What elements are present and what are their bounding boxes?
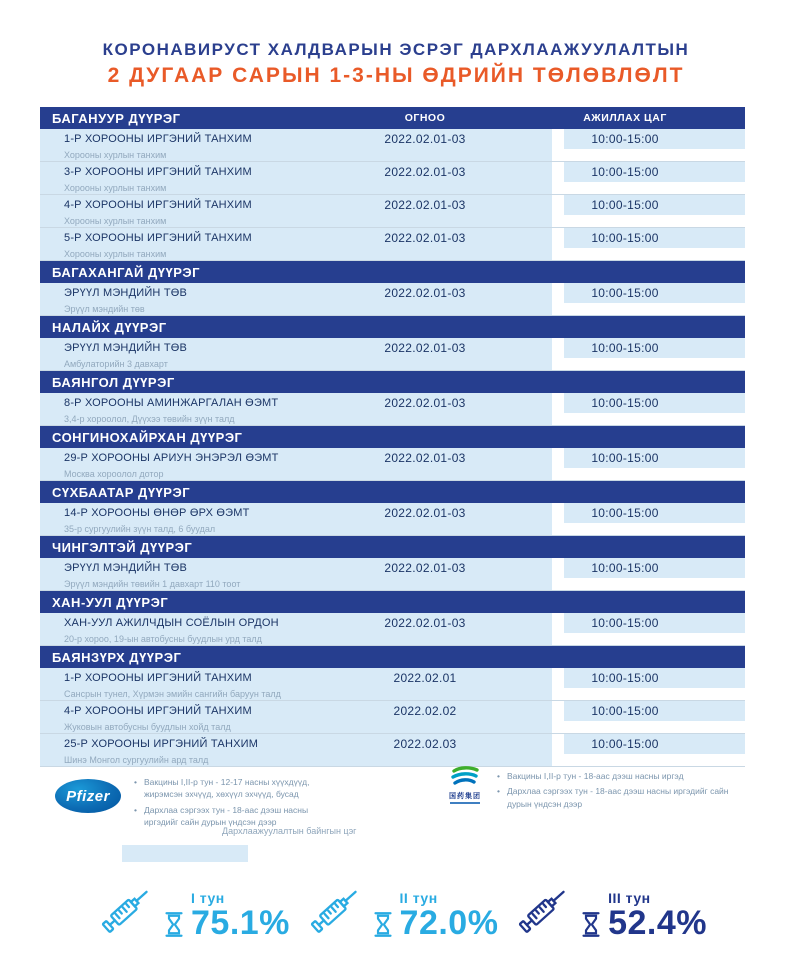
venue-location: Эрүүл мэндийн төв: [64, 304, 145, 314]
venue-time: 10:00-15:00: [591, 671, 659, 685]
venue-time: 10:00-15:00: [591, 561, 659, 575]
venue-time: 10:00-15:00: [591, 198, 659, 212]
pfizer-note: • Вакцины I,II-р тун - 12-17 насны хүүхдүүд, жирэмсэн эхчүүд, хөхүүл эхчүүд, бусад: [134, 776, 344, 801]
venue-name: 4-Р ХОРООНЫ ИРГЭНИЙ ТАНХИМ: [64, 705, 252, 717]
venue-date: 2022.02.02: [393, 704, 457, 718]
venue-name: ЭРҮҮЛ МЭНДИЙН ТӨВ: [64, 342, 188, 354]
dose-statistics: [95, 880, 707, 942]
pfizer-logo: [55, 779, 121, 813]
venue-date: 2022.02.01-03: [384, 396, 466, 410]
venue-row: [40, 195, 745, 228]
venue-row-sub: [40, 215, 745, 228]
venue-date: 2022.02.01-03: [384, 561, 466, 575]
district-section: [40, 261, 745, 316]
dose-percentage: 72.0%: [399, 904, 499, 943]
venue-row: [40, 283, 745, 316]
venue-row-sub: [40, 303, 745, 316]
venue-row-sub: [40, 468, 745, 481]
hourglass-icon: [164, 910, 184, 939]
venue-time: 10:00-15:00: [591, 616, 659, 630]
venue-name: ЭРҮҮЛ МЭНДИЙН ТӨВ: [64, 287, 188, 299]
column-header-date: ОГНОО: [404, 112, 446, 124]
dose-percentage: 52.4%: [608, 904, 707, 943]
venue-row: [40, 393, 745, 426]
venue-row-main: [40, 734, 745, 754]
venue-row: [40, 734, 745, 767]
venue-row-sub: [40, 413, 745, 426]
syringe-icon: [512, 880, 574, 942]
sinopharm-logo-text: 国药集团: [449, 793, 481, 800]
dose-label: III тун: [608, 890, 651, 907]
venue-row-sub: [40, 688, 745, 701]
venue-location: Эрүүл мэндийн төвийн 1 давхарт 110 тоот: [64, 579, 241, 589]
venue-row-main: [40, 701, 745, 721]
district-header-bar: [40, 481, 745, 503]
venue-row: [40, 162, 745, 195]
venue-row: [40, 338, 745, 371]
venue-row-main: [40, 162, 745, 182]
hourglass-icon: [581, 910, 601, 939]
venue-time: 10:00-15:00: [591, 506, 659, 520]
venue-row-main: [40, 558, 745, 578]
venue-row: [40, 228, 745, 261]
venue-date: 2022.02.01-03: [384, 165, 466, 179]
district-header-bar: [40, 536, 745, 558]
district-name: БАГАХАНГАЙ ДҮҮРЭГ: [52, 264, 201, 280]
venue-row: [40, 668, 745, 701]
venue-name: 29-Р ХОРООНЫ АРИУН ЭНЭРЭЛ ӨЭМТ: [64, 452, 279, 464]
venue-row-main: [40, 613, 745, 633]
venue-date: 2022.02.01-03: [384, 506, 466, 520]
venue-location: 35-р сургуулийн зүүн талд, 6 буудал: [64, 524, 216, 534]
venue-name: 14-Р ХОРООНЫ ӨНӨР ӨРХ ӨЭМТ: [64, 507, 250, 519]
venue-row-main: [40, 129, 745, 149]
sinopharm-note: • Вакцины I,II-р тун - 18-аас дээш насны иргэд: [497, 770, 752, 782]
district-header-bar: [40, 371, 745, 393]
venue-location: Москва хороолол дотор: [64, 469, 164, 479]
district-header-bar: [40, 107, 745, 129]
venue-date: 2022.02.01-03: [384, 286, 466, 300]
venue-row: [40, 558, 745, 591]
venue-row-main: [40, 338, 745, 358]
pfizer-note: • Дархлаа сэргээх тун - 18-аас дээш насны иргэдийг сайн дурын үндсэн дээр: [134, 804, 344, 829]
district-header-bar: [40, 316, 745, 338]
venue-row-main: [40, 283, 745, 303]
column-header-time: АЖИЛЛАХ ЦАГ: [583, 112, 667, 124]
district-name: БАЯНЗҮРХ ДҮҮРЭГ: [52, 649, 182, 665]
sinopharm-logo-underline: [450, 802, 480, 804]
dose-percentage: 75.1%: [191, 904, 290, 943]
hourglass-icon: [373, 910, 393, 939]
venue-time: 10:00-15:00: [591, 704, 659, 718]
venue-location: Амбулаторийн 3 давхарт: [64, 359, 168, 369]
venue-time: 10:00-15:00: [591, 286, 659, 300]
pfizer-logo-text: Pfizer: [66, 787, 110, 805]
venue-location: Хорооны хурлын танхим: [64, 249, 167, 259]
district-name: ХАН-УУЛ ДҮҮРЭГ: [52, 594, 169, 610]
legend-color-swatch: [122, 845, 248, 862]
venue-location: 3,4-р хороолол, Дүүхээ төвийн зүүн талд: [64, 414, 235, 424]
stat-dose-1: [95, 880, 290, 942]
district-section: [40, 481, 745, 536]
venue-name: ЭРҮҮЛ МЭНДИЙН ТӨВ: [64, 562, 188, 574]
venue-name: 8-Р ХОРООНЫ АМИНЖАРГАЛАН ӨЭМТ: [64, 397, 279, 409]
venue-row: [40, 503, 745, 536]
district-section: [40, 371, 745, 426]
venue-row-sub: [40, 754, 745, 767]
venue-time: 10:00-15:00: [591, 737, 659, 751]
venue-row-main: [40, 393, 745, 413]
venue-time: 10:00-15:00: [591, 451, 659, 465]
venue-row-sub: [40, 358, 745, 371]
venue-row-main: [40, 228, 745, 248]
venue-name: 1-Р ХОРООНЫ ИРГЭНИЙ ТАНХИМ: [64, 133, 252, 145]
venue-name: ХАН-УУЛ АЖИЛЧДЫН СОЁЛЫН ОРДОН: [64, 617, 279, 629]
schedule-table: [40, 107, 745, 767]
venue-name: 1-Р ХОРООНЫ ИРГЭНИЙ ТАНХИМ: [64, 672, 252, 684]
venue-location: Хорооны хурлын танхим: [64, 150, 167, 160]
legend-label: Дархлаажуулалтын байнгын цэг: [222, 826, 357, 836]
district-section: [40, 591, 745, 646]
venue-row-sub: [40, 633, 745, 646]
venue-date: 2022.02.01-03: [384, 198, 466, 212]
venue-name: 4-Р ХОРООНЫ ИРГЭНИЙ ТАНХИМ: [64, 199, 252, 211]
venue-time: 10:00-15:00: [591, 341, 659, 355]
venue-date: 2022.02.01-03: [384, 231, 466, 245]
venue-row-main: [40, 448, 745, 468]
venue-date: 2022.02.03: [393, 737, 457, 751]
venue-row: [40, 613, 745, 646]
venue-time: 10:00-15:00: [591, 231, 659, 245]
venue-row-sub: [40, 182, 745, 195]
venue-row-main: [40, 503, 745, 523]
district-name: НАЛАЙХ ДҮҮРЭГ: [52, 319, 167, 335]
venue-location: 20-р хороо, 19-ын автобусны буудлын урд талд: [64, 634, 262, 644]
stat-text: [608, 890, 707, 942]
venue-name: 25-Р ХОРООНЫ ИРГЭНИЙ ТАНХИМ: [64, 738, 259, 750]
venue-date: 2022.02.01-03: [384, 616, 466, 630]
venue-location: Хорооны хурлын танхим: [64, 216, 167, 226]
venue-row-sub: [40, 248, 745, 261]
stat-text: [191, 890, 290, 942]
district-section: [40, 646, 745, 767]
stat-text: [400, 890, 499, 942]
district-name: БАГАНУУР ДҮҮРЭГ: [52, 110, 181, 126]
page-title: КОРОНАВИРУСТ ХАЛДВАРЫН ЭСРЭГ ДАРХЛААЖУУЛАЛТЫН: [102, 40, 690, 59]
venue-location: Жуковын автобусны буудлын хойд талд: [64, 722, 231, 732]
syringe-icon: [304, 880, 366, 942]
venue-row-sub: [40, 578, 745, 591]
venue-row-main: [40, 668, 745, 688]
venue-row-main: [40, 195, 745, 215]
venue-name: 5-Р ХОРООНЫ ИРГЭНИЙ ТАНХИМ: [64, 232, 252, 244]
venue-location: Хорооны хурлын танхим: [64, 183, 167, 193]
venue-time: 10:00-15:00: [591, 132, 659, 146]
sinopharm-note: • Дархлаа сэргээх тун - 18-аас дээш насны иргэдийг сайн дурын үндсэн дээр: [497, 785, 752, 810]
district-section: [40, 316, 745, 371]
district-section: [40, 107, 745, 261]
venue-date: 2022.02.01: [393, 671, 457, 685]
page-subtitle: 2 ДУГААР САРЫН 1-3-НЫ ӨДРИЙН ТӨЛӨВЛӨЛТ: [107, 64, 685, 87]
district-section: [40, 426, 745, 481]
district-section: [40, 536, 745, 591]
venue-location: Сансрын тунел, Хүрмэн эмийн сангийн баруун талд: [64, 689, 281, 699]
sinopharm-notes-list: [497, 770, 752, 813]
pfizer-notes-list: [134, 776, 344, 831]
venue-time: 10:00-15:00: [591, 396, 659, 410]
district-header-bar: [40, 426, 745, 448]
district-name: СОНГИНОХАЙРХАН ДҮҮРЭГ: [52, 429, 243, 445]
venue-location: Шинэ Монгол сургуулийн ард талд: [64, 755, 209, 765]
syringe-icon: [95, 880, 157, 942]
venue-row-sub: [40, 523, 745, 536]
district-header-bar: [40, 261, 745, 283]
venue-row-sub: [40, 149, 745, 162]
sinopharm-logo: [446, 766, 484, 804]
sinopharm-waves-icon: [450, 766, 480, 788]
district-header-bar: [40, 591, 745, 613]
district-name: СҮХБААТАР ДҮҮРЭГ: [52, 484, 191, 500]
venue-date: 2022.02.01-03: [384, 451, 466, 465]
dose-label: II тун: [399, 890, 438, 907]
district-name: БАЯНГОЛ ДҮҮРЭГ: [52, 374, 175, 390]
district-name: ЧИНГЭЛТЭЙ ДҮҮРЭГ: [52, 539, 193, 555]
venue-date: 2022.02.01-03: [384, 132, 466, 146]
venue-row: [40, 129, 745, 162]
venue-time: 10:00-15:00: [591, 165, 659, 179]
venue-date: 2022.02.01-03: [384, 341, 466, 355]
venue-row: [40, 448, 745, 481]
stat-dose-2: [304, 880, 499, 942]
venue-row: [40, 701, 745, 734]
district-header-bar: [40, 646, 745, 668]
venue-row-sub: [40, 721, 745, 734]
dose-label: I тун: [191, 890, 225, 907]
stat-dose-3: [512, 880, 707, 942]
venue-name: 3-Р ХОРООНЫ ИРГЭНИЙ ТАНХИМ: [64, 166, 252, 178]
